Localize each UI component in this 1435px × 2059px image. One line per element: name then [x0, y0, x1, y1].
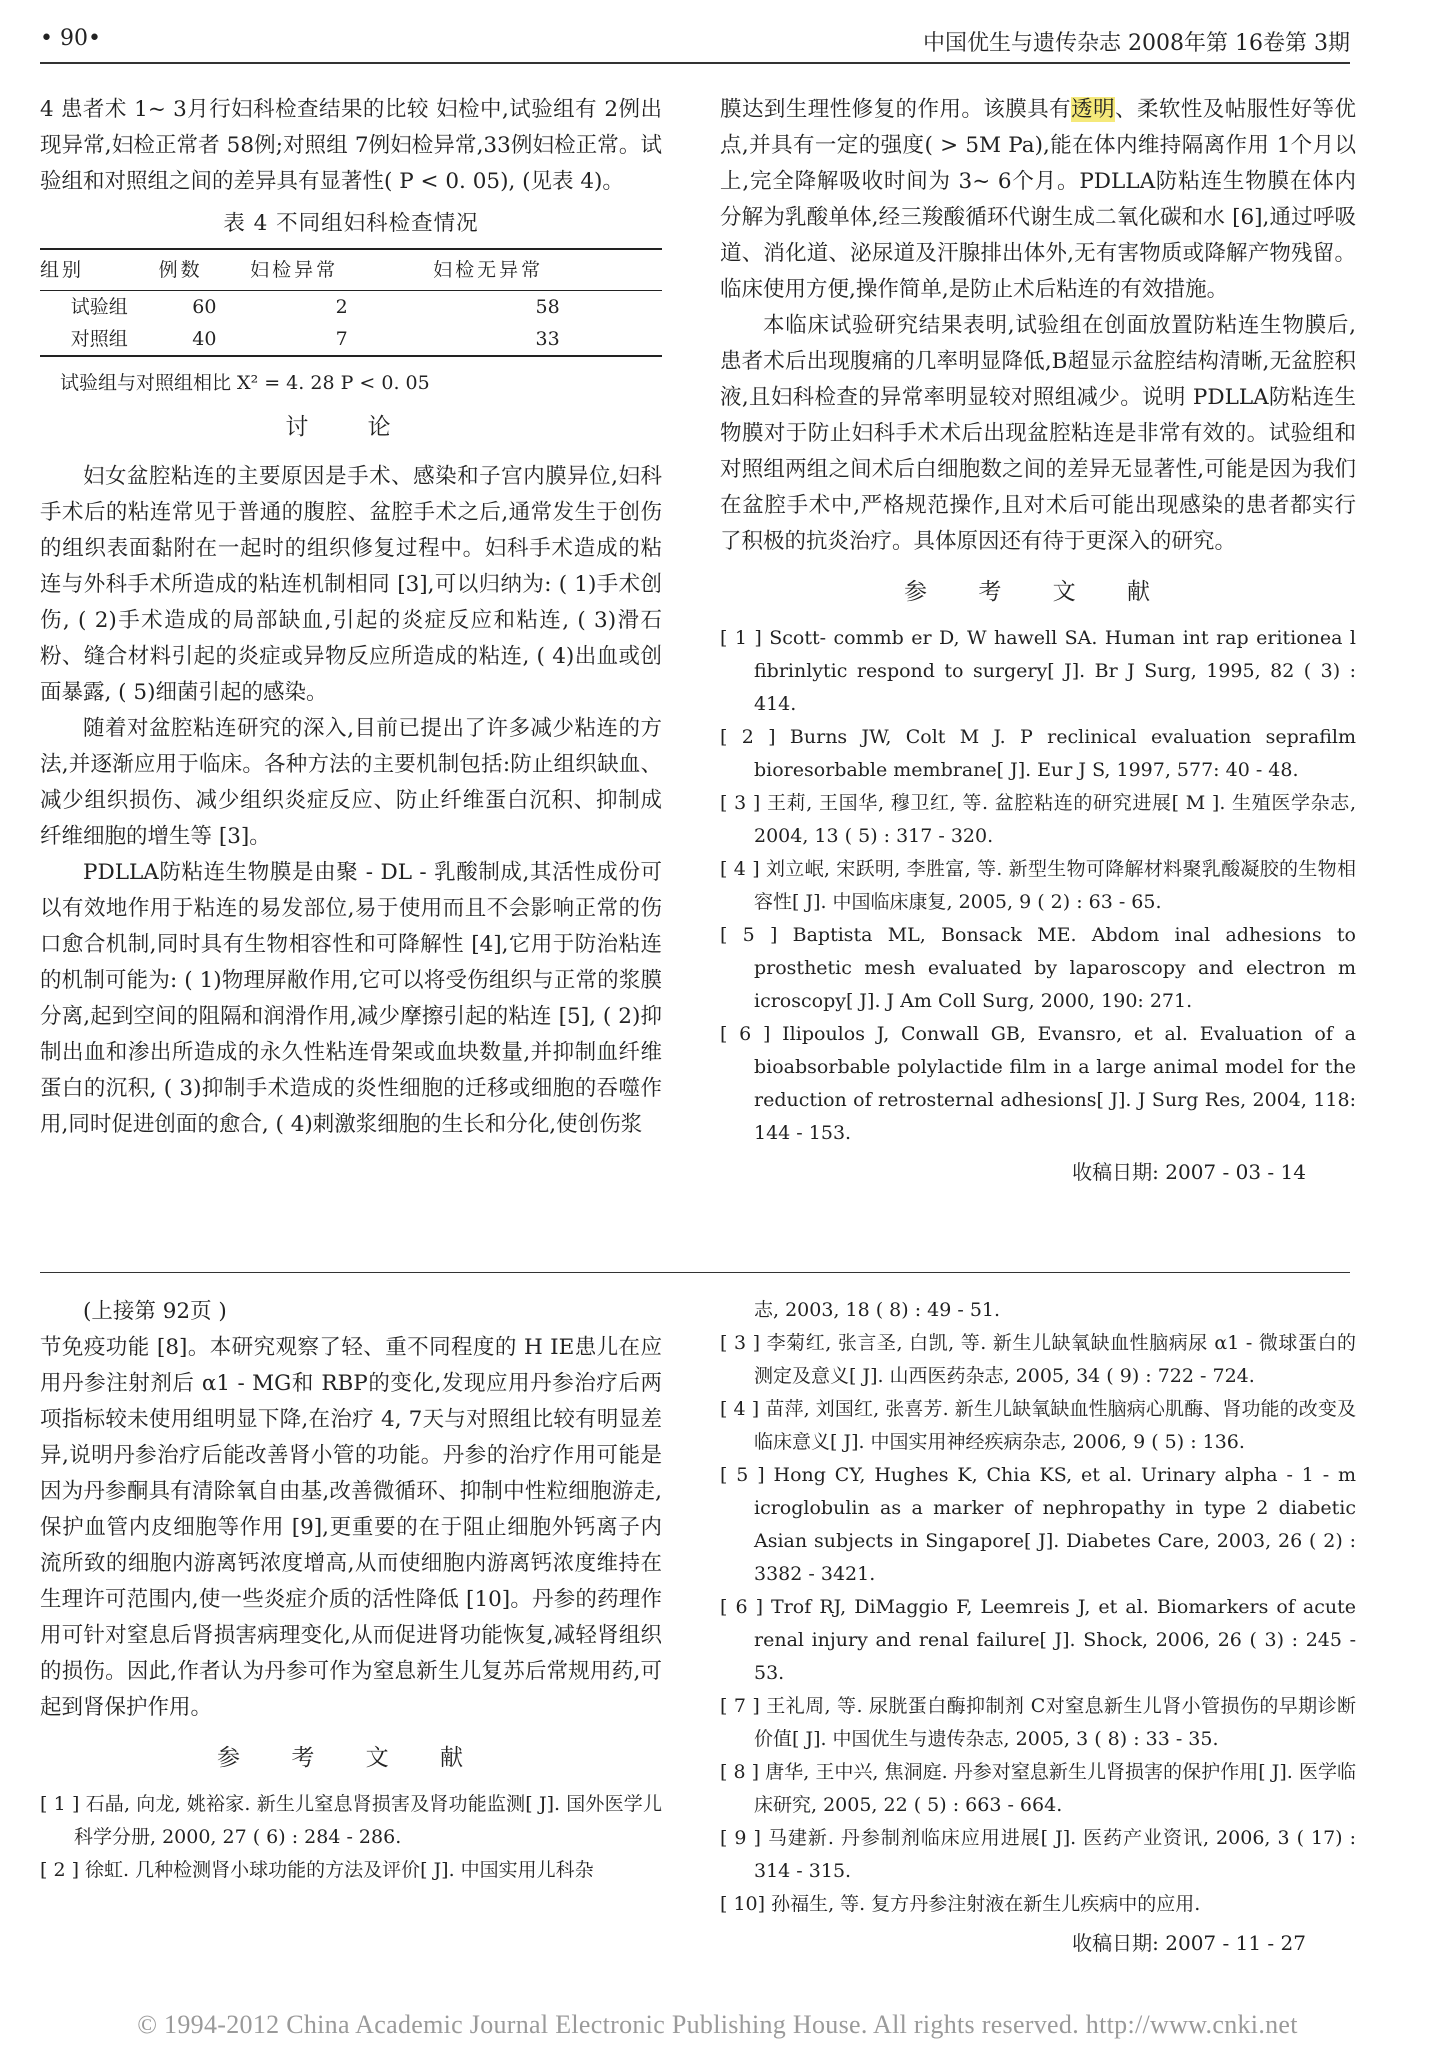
page-number: • 90• — [40, 26, 101, 51]
table-header-cell: 妇检无异常 — [433, 249, 662, 291]
reference-item: [ 6 ] Ilipoulos J, Conwall GB, Evansro, et al. Evaluation of a bioabsorbable polylactide film in a large animal model for the reduction of retrosternal adhesions[ J]. J Surg Res, 2004, 118: 144 - 153. — [720, 1023, 1356, 1144]
text-run: 膜达到生理性修复的作用。该膜具有 — [720, 97, 1072, 122]
table-cell: 试验组 — [70, 296, 128, 318]
continued-note: (上接第 92页 ) — [83, 1299, 227, 1324]
reference-item: [ 8 ] 唐华, 王中兴, 焦洞庭. 丹参对窒息新生儿肾损害的保护作用[ J]. 医学临床研究, 2005, 22 ( 5) : 663 - 664. — [720, 1761, 1356, 1816]
reference-item: [ 2 ] Burns JW, Colt M J. P reclinical evaluation seprafilm bioresorbable membrane[ J]. Eur J S, 1997, 577: 40 - 48. — [720, 726, 1356, 781]
journal-title: 中国优生与遗传杂志 2008年第 16卷第 3期 — [923, 31, 1350, 56]
table-cell: 58 — [535, 296, 560, 318]
highlighted-text: 透明 — [1071, 97, 1116, 122]
table-row — [40, 323, 662, 356]
right-column-bottom — [720, 1294, 1356, 1961]
table-cell: 2 — [335, 296, 348, 318]
left-column-top — [40, 92, 662, 1143]
table-cell: 7 — [250, 323, 433, 356]
reference-item: [ 7 ] 王礼周, 等. 尿胱蛋白酶抑制剂 C对窒息新生儿肾小管损伤的早期诊断价值[ J]. 中国优生与遗传杂志, 2005, 3 ( 8) : 33 - 35. — [720, 1695, 1356, 1750]
discussion-paragraph: 随着对盆腔粘连研究的深入,目前已提出了许多减少粘连的方法,并逐渐应用于临床。各种方法的主要机制包括:防止组织缺血、减少组织损伤、减少组织炎症反应、防止纤维蛋白沉积、抑制成纤维细胞的增生等 [3]。 — [40, 716, 662, 849]
reference-item: [ 1 ] 石晶, 向龙, 姚裕家. 新生儿窒息肾损害及肾功能监测[ J]. 国外医学儿科学分册, 2000, 27 ( 6) : 284 - 286. — [40, 1793, 662, 1848]
reference-item: [ 4 ] 苗萍, 刘国红, 张喜芳. 新生儿缺氧缺血性脑病心肌酶、肾功能的改变及临床意义[ J]. 中国实用神经疾病杂志, 2006, 9 ( 5) : 136. — [720, 1398, 1356, 1453]
reference-item: [ 10] 孙福生, 等. 复方丹参注射液在新生儿疾病中的应用. — [720, 1893, 1201, 1915]
discussion-paragraph: 妇女盆腔粘连的主要原因是手术、感染和子宫内膜异位,妇科手术后的粘连常见于普通的腹腔、盆腔手术之后,通常发生于创伤的组织表面黏附在一起时的组织修复过程中。妇科手术造成的粘连与外科手术所造成的粘连机制相同 [3],可以归纳为: ( 1)手术创伤, ( 2)手术造成的局部缺血,引起的炎症反应和粘连, ( 3)滑石粉、缝合材料引起的炎症或异物反应所造成的粘连, ( 4)出血或创面暴露, ( 5)细菌引起的感染。 — [40, 464, 662, 705]
conclusion-paragraph: 本临床试验研究结果表明,试验组在创面放置防粘连生物膜后,患者术后出现腹痛的几率明显降低,B超显示盆腔结构清晰,无盆腔积液,且妇科检查的异常率明显较对照组减少。说明 PDLLA防粘连生物膜对于防止妇科手术术后出现盆腔粘连是非常有效的。试验组和对照组两组之间术后白细胞数之间的差异无显著性,可能是因为我们在盆腔手术中,严格规范操作,且对术后可能出现感染的患者都实行了积极的抗炎治疗。具体原因还有待于更深入的研究。 — [720, 313, 1356, 554]
reference-item: [ 3 ] 李菊红, 张言圣, 白凯, 等. 新生儿缺氧缺血性脑病尿 α1 - 微球蛋白的测定及意义[ J]. 山西医药杂志, 2005, 34 ( 9) : 722 - 724. — [720, 1332, 1356, 1387]
right-column-top — [720, 92, 1356, 1190]
table-cell: 60 — [192, 296, 217, 318]
table-header-row — [40, 249, 662, 291]
reference-item: [ 5 ] Hong CY, Hughes K, Chia KS, et al. Urinary alpha - 1 - m icroglobulin as a marker of nephropathy in type 2 diabetic Asian subjects in Singapore[ J]. Diabetes Care, 2003, 26 ( 2) : 3382 - 3421. — [720, 1464, 1356, 1585]
result-paragraph-4: 4 患者术 1~ 3月行妇科检查结果的比较 妇检中,试验组有 2例出现异常,妇检正常者 58例;对照组 7例妇检异常,33例妇检正常。试验组和对照组之间的差异具有显著性( P < 0. 05), (见表 4)。 — [40, 97, 662, 194]
reference-item: [ 5 ] Baptista ML, Bonsack ME. Abdom inal adhesions to prosthetic mesh evaluated by laparoscopy and electron m icroscopy[ J]. J Am Coll Surg, 2000, 190: 271. — [720, 924, 1356, 1012]
table-cell: 40 — [159, 323, 251, 356]
section-title-discussion: 讨 论 — [285, 414, 417, 440]
reference-item: [ 9 ] 马建新. 丹参制剂临床应用进展[ J]. 医药产业资讯, 2006, 3 ( 17) : 314 - 315. — [720, 1827, 1356, 1882]
table-title: 表 4 不同组妇科检查情况 — [223, 211, 479, 236]
copyright-footer: © 1994-2012 China Academic Journal Electronic Publishing House. All rights reserved. http://www.cnki.net — [137, 2010, 1298, 2039]
article-divider — [40, 1272, 1350, 1273]
body-paragraph: 节免疫功能 [8]。本研究观察了轻、重不同程度的 H IE患儿在应用丹参注射剂后 α1 - MG和 RBP的变化,发现应用丹参治疗后两项指标较未使用组明显下降,在治疗 4, 7天与对照组比较有明显差异,说明丹参治疗后能改善肾小管的功能。丹参的治疗作用可能是因为丹参酮具有清除氧自由基,改善微循环、抑制中性粒细胞游走,保护血管内皮细胞等作用 [9],更重要的在于阻止细胞外钙离子内流所致的细胞内游离钙浓度增高,从而使细胞内游离钙浓度维持在生理许可范围内,使一些炎症介质的活性降低 [10]。丹参的药理作用可针对窒息后肾损害病理变化,从而促进肾功能恢复,减轻肾组织的损伤。因此,作者认为丹参可作为窒息新生儿复苏后常规用药,可起到肾保护作用。 — [40, 1335, 662, 1720]
received-date: 收稿日期: 2007 - 11 - 27 — [1072, 1931, 1306, 1955]
text-run: 、柔软性及帖服性好等优点,并具有一定的强度( > 5M Pa),能在体内维持隔离作用 1个月以上,完全降解吸收时间为 3~ 6个月。PDLLA防粘连生物膜在体内分解为乳酸单体,经三羧酸循环代谢生成二氧化碳和水 [6],通过呼吸道、消化道、泌尿道及汗腺排出体外,无有害物质或降解产物残留。临床使用方便,操作简单,是防止术后粘连的有效措施。 — [720, 97, 1356, 302]
references-title: 参 考 文 献 — [904, 579, 1172, 605]
reference-item: [ 3 ] 王莉, 王国华, 穆卫红, 等. 盆腔粘连的研究进展[ M ]. 生殖医学杂志, 2004, 13 ( 5) : 317 - 320. — [720, 792, 1356, 847]
table-cell: 对照组 — [40, 323, 159, 356]
left-column-bottom — [40, 1294, 662, 1887]
table-header-cell: 组别 — [40, 249, 159, 291]
reference-item: [ 1 ] Scott- commb er D, W hawell SA. Human int rap eritionea l fibrinlytic respond to surgery[ J]. Br J Surg, 1995, 82 ( 3) : 414. — [720, 627, 1356, 715]
table-row — [40, 291, 662, 324]
table-cell: 33 — [433, 323, 662, 356]
table-header-cell: 妇检异常 — [250, 249, 433, 291]
received-date: 收稿日期: 2007 - 03 - 14 — [1072, 1160, 1306, 1184]
reference-item-cont: 志, 2003, 18 ( 8) : 49 - 51. — [754, 1299, 1001, 1321]
reference-item: [ 6 ] Trof RJ, DiMaggio F, Leemreis J, et al. Biomarkers of acute renal injury and renal failure[ J]. Shock, 2006, 26 ( 3) : 245 - 53. — [720, 1596, 1356, 1684]
page-header — [40, 22, 1350, 64]
data-table — [40, 248, 662, 357]
references-title: 参 考 文 献 — [217, 1745, 485, 1771]
discussion-paragraph-cont — [720, 92, 1356, 308]
table-note: 试验组与对照组相比 X² = 4. 28 P < 0. 05 — [60, 372, 430, 394]
reference-item: [ 2 ] 徐虹. 几种检测肾小球功能的方法及评价[ J]. 中国实用儿科杂 — [40, 1859, 594, 1881]
table-header-cell: 例数 — [159, 249, 251, 291]
discussion-paragraph: PDLLA防粘连生物膜是由聚 - DL - 乳酸制成,其活性成份可以有效地作用于粘连的易发部位,易于使用而且不会影响正常的伤口愈合机制,同时具有生物相容性和可降解性 [4],它用于防治粘连的机制可能为: ( 1)物理屏敝作用,它可以将受伤组织与正常的浆膜分离,起到空间的阻隔和润滑作用,减少摩擦引起的粘连 [5], ( 2)抑制出血和渗出所造成的永久性粘连骨架或血块数量,并抑制血纤维蛋白的沉积, ( 3)抑制手术造成的炎性细胞的迁移或细胞的吞噬作用,同时促进创面的愈合, ( 4)刺激浆细胞的生长和分化,使创伤浆 — [40, 860, 662, 1137]
reference-item: [ 4 ] 刘立岷, 宋跃明, 李胜富, 等. 新型生物可降解材料聚乳酸凝胶的生物相容性[ J]. 中国临床康复, 2005, 9 ( 2) : 63 - 65. — [720, 858, 1356, 913]
